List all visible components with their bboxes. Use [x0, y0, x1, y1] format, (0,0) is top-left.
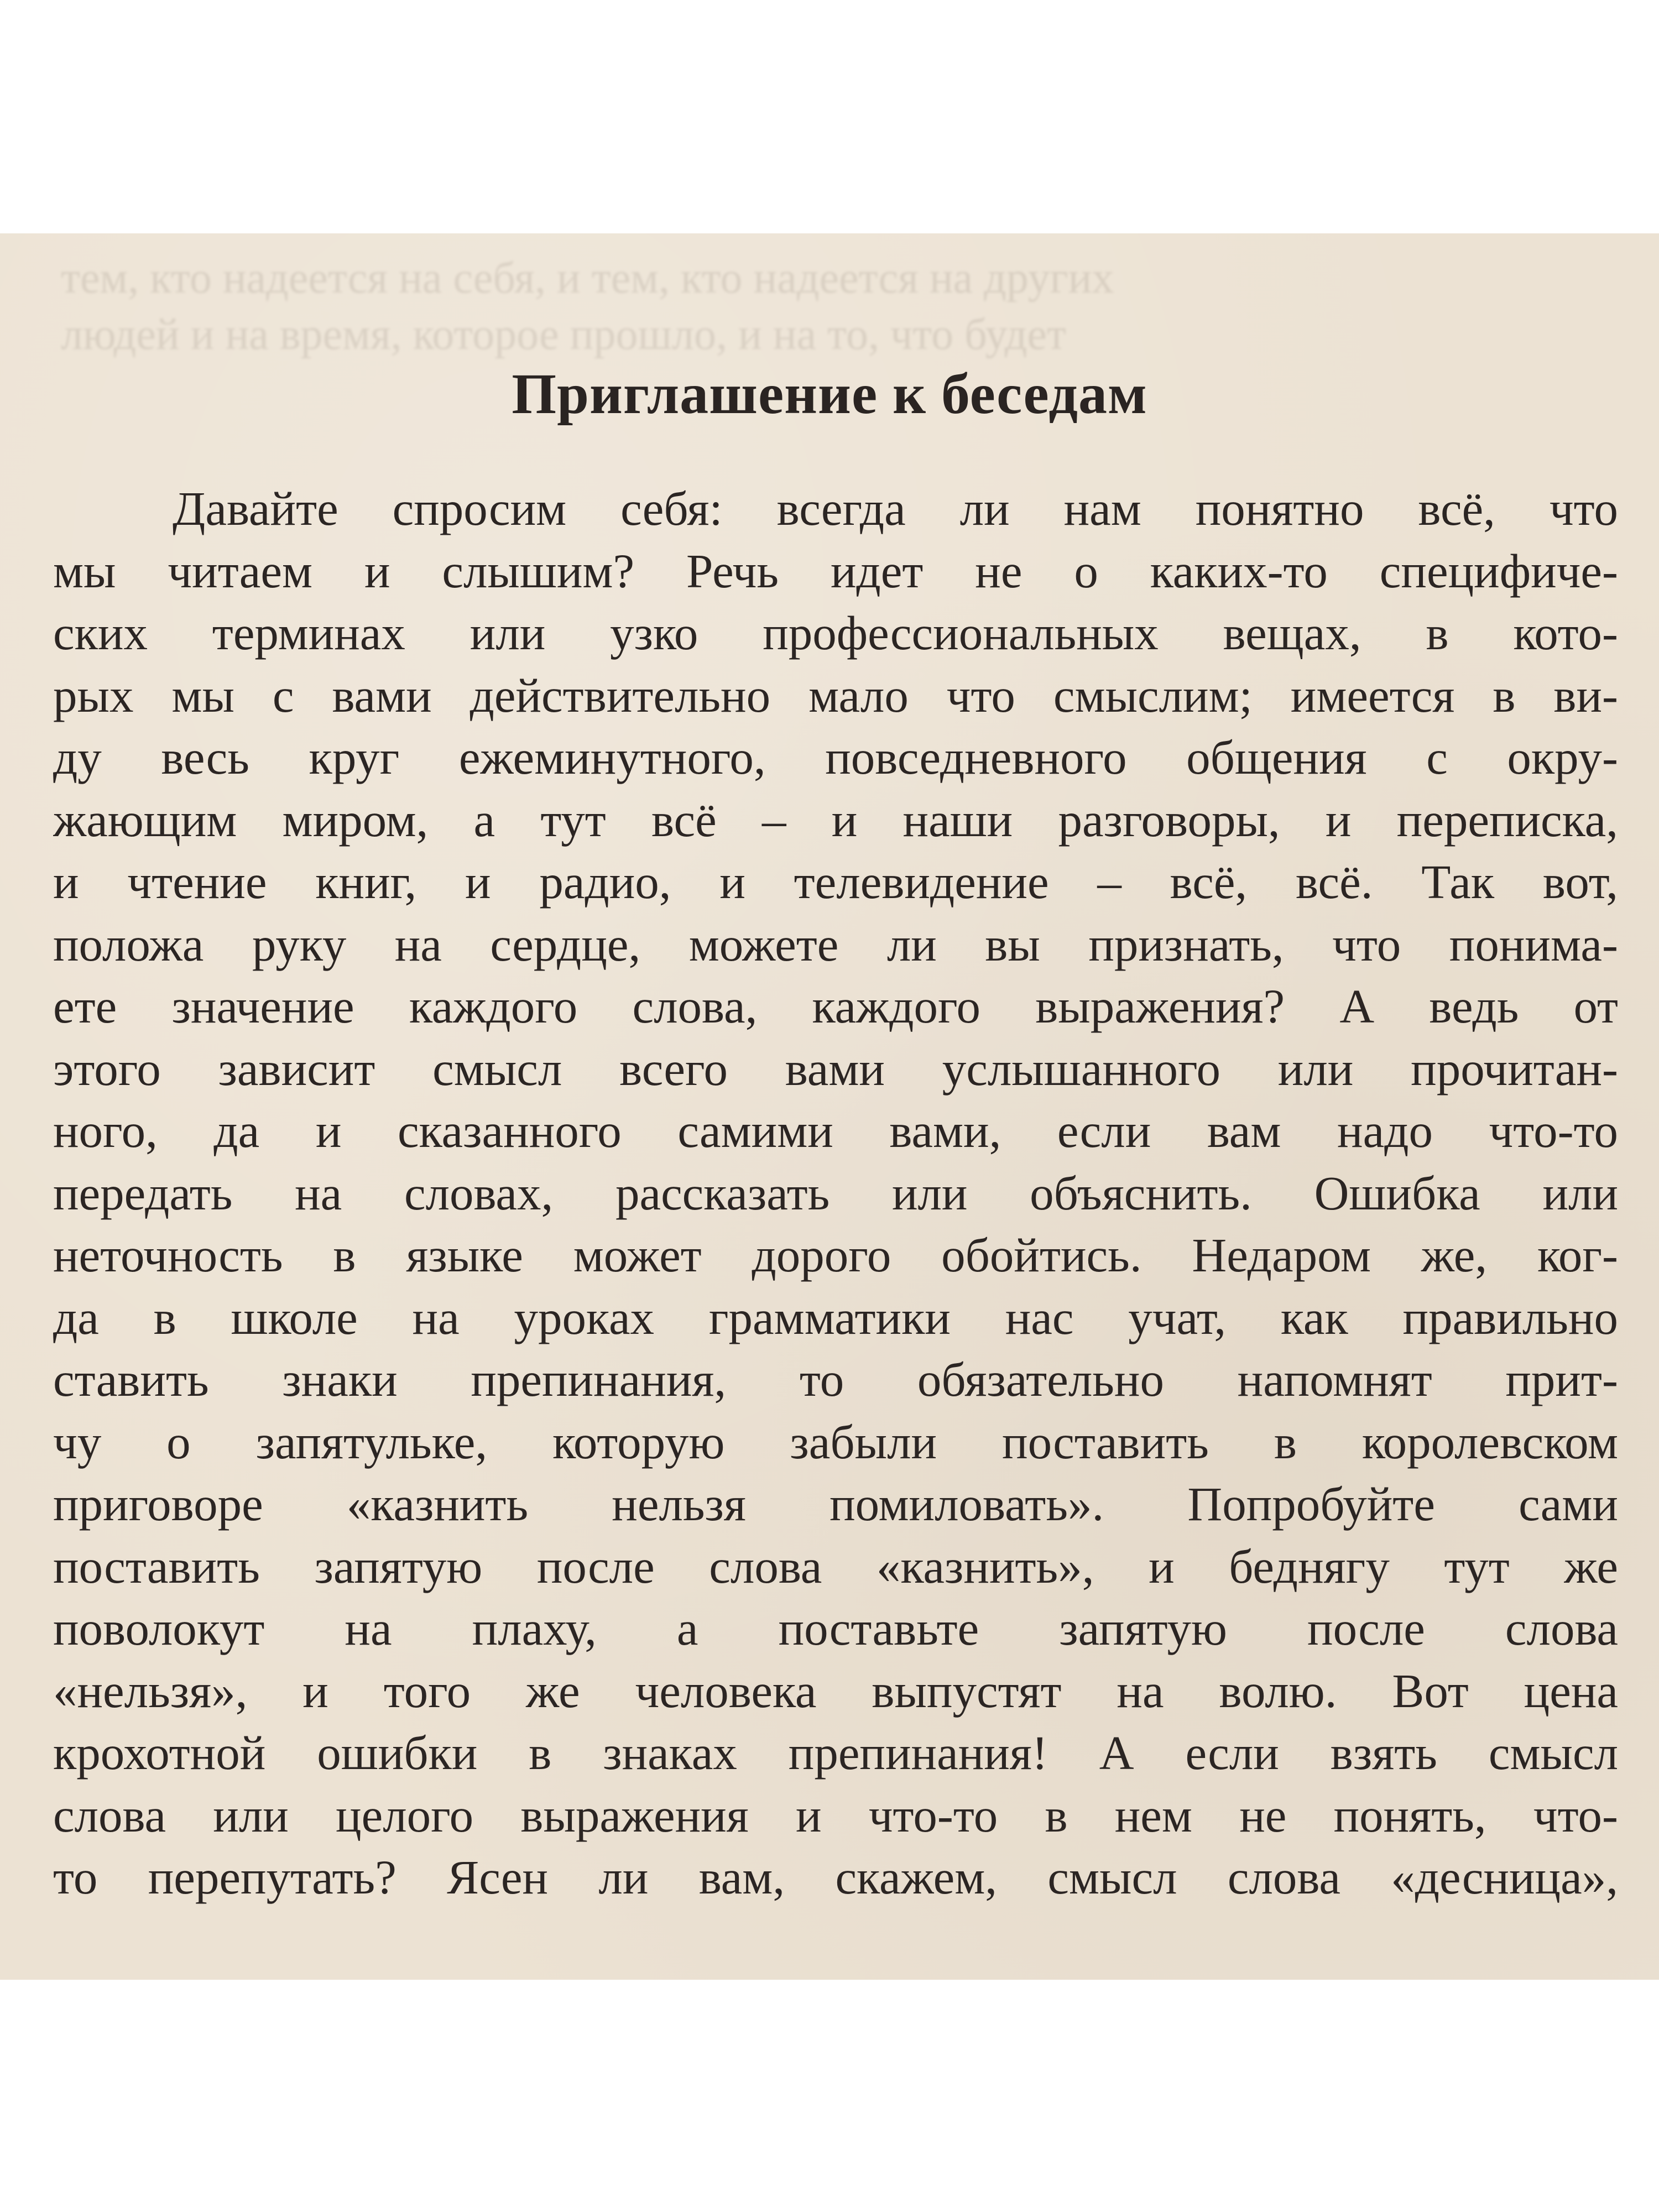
text-line: неточность в языке может дорого обойтись. Недаром же, ког-	[53, 1228, 1618, 1282]
text-line: и чтение книг, и радио, и телевидение – всё, всё. Так вот,	[53, 855, 1618, 909]
bleed-through-line: тем, кто надеется на себя, и тем, кто надеется на других	[61, 254, 1114, 302]
text-line: ставить знаки препинания, то обязательно напомнят прит-	[53, 1353, 1618, 1406]
text-line: этого зависит смысл всего вами услышанного или прочитан-	[53, 1041, 1618, 1095]
text-line: ду весь круг ежеминутного, повседневного общения с окру-	[53, 731, 1618, 784]
text-line: передать на словах, рассказать или объяснить. Ошибка или	[53, 1166, 1618, 1220]
text-line: жающим миром, а тут всё – и наши разговоры, и переписка,	[53, 792, 1618, 847]
text-line: ских терминах или узко профессиональных вещах, в кото-	[53, 606, 1618, 660]
text-line: слова или целого выражения и что-то в нем не понять, что-	[53, 1788, 1618, 1842]
text-line: приговоре «казнить нельзя помиловать». Попробуйте сами	[53, 1477, 1618, 1531]
text-line: положа руку на сердце, можете ли вы признать, что понима-	[53, 917, 1618, 971]
text-line: ного, да и сказанного самими вами, если вам надо что-то	[53, 1104, 1618, 1157]
scanned-page	[0, 233, 1659, 1980]
text-line: рых мы с вами действительно мало что смыслим; имеется в ви-	[53, 668, 1618, 722]
text-line: да в школе на уроках грамматики нас учат, как правильно	[53, 1290, 1618, 1344]
text-line: чу о запятульке, которую забыли поставить в королевском	[53, 1415, 1618, 1469]
text-line: поволокут на плаху, а поставьте запятую после слова	[53, 1601, 1618, 1655]
text-line: поставить запятую после слова «казнить», и беднягу тут же	[53, 1539, 1618, 1593]
bleed-through-text	[61, 250, 1598, 363]
text-line: то перепутать? Ясен ли вам, скажем, смысл слова «десница»,	[53, 1850, 1618, 1904]
bleed-through-line: людей и на время, которое прошло, и на то, что будет	[61, 310, 1066, 359]
text-line: Давайте спросим себя: всегда ли нам понятно всё, что	[173, 482, 1618, 535]
text-line: ете значение каждого слова, каждого выражения? А ведь от	[53, 979, 1618, 1033]
text-line: крохотной ошибки в знаках препинания! А если взять смысл	[53, 1726, 1618, 1780]
body-paragraph	[53, 478, 1618, 1909]
text-line: мы читаем и слышим? Речь идет не о каких-то специфиче-	[53, 544, 1618, 598]
page-title: Приглашение к беседам	[512, 362, 1147, 426]
text-line: «нельзя», и того же человека выпустят на волю. Вот цена	[53, 1663, 1618, 1718]
